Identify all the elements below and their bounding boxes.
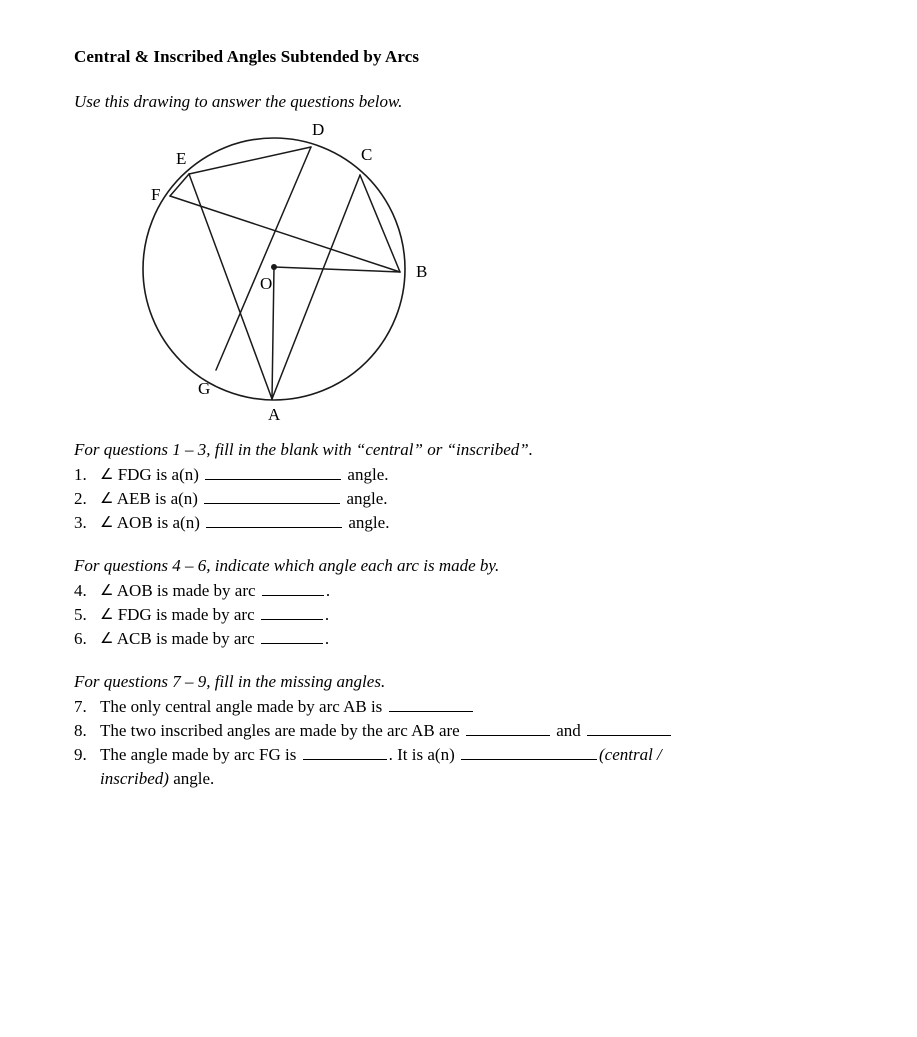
answer-blank-9a[interactable] [303,744,387,760]
answer-blank-2[interactable] [204,488,340,504]
geometry-figure [120,122,440,432]
question-number-8: 8. [74,721,87,740]
question-text-7: The only central angle made by arc AB is [100,697,387,716]
question-row-1 [74,463,533,487]
section-heading-4-6: For questions 4 – 6, indicate which angle each arc is made by. [74,556,500,575]
question-row-3 [74,511,533,535]
question-row-8 [74,719,673,743]
angle-symbol-icon: ∠ [100,581,114,599]
section-questions-1-3 [74,438,533,535]
page-title: Central & Inscribed Angles Subtended by Arcs [74,47,420,66]
question-text-3-post: angle. [344,513,390,532]
question-text-8: The two inscribed angles are made by the arc AB are [100,721,464,740]
question-number-7: 7. [74,697,87,716]
question-text-1-pre: FDG is a(n) [113,465,204,484]
answer-blank-8a[interactable] [466,720,550,736]
question-row-6 [74,627,499,651]
point-label-o: O [260,274,273,293]
point-label-d: D [312,122,325,139]
angle-symbol-icon: ∠ [100,513,114,531]
answer-blank-9b[interactable] [461,744,597,760]
point-label-c: C [361,145,373,164]
question-text-3-pre: AOB is a(n) [113,513,205,532]
question-row-5 [74,603,499,627]
question-text-8-mid: and [551,721,585,740]
angle-symbol-icon: ∠ [100,465,114,483]
question-text-6-post: . [324,629,330,648]
point-label-a: A [268,405,281,424]
question-text-5-post: . [324,605,330,624]
section-heading-1-3: For questions 1 – 3, fill in the blank with “central” or “inscribed”. [74,440,534,459]
angle-symbol-icon: ∠ [100,605,114,623]
question-text-6-pre: ACB is made by arc [113,629,259,648]
circle-diagram-svg [120,122,440,432]
question-text-9-mid: . It is a(n) [388,745,459,764]
question-number-3: 3. [74,513,87,532]
answer-blank-1[interactable] [205,464,341,480]
question-number-4: 4. [74,581,87,600]
question-row-4 [74,579,499,603]
question-text-4-post: . [325,581,331,600]
center-dot [271,264,277,270]
chord-lines [170,147,400,399]
question-number-9: 9. [74,745,87,764]
question-9-italic-tail: (central / [598,745,662,764]
section-questions-4-6 [74,554,499,651]
chord-o-a [272,267,274,399]
drawing-instruction: Use this drawing to answer the questions below. [74,92,403,111]
question-row-7 [74,695,673,719]
question-number-5: 5. [74,605,87,624]
angle-symbol-icon: ∠ [100,629,114,647]
question-row-9-continuation [74,767,673,791]
answer-blank-3[interactable] [206,512,342,528]
question-9-continuation-italic: inscribed) [100,769,169,788]
answer-blank-7[interactable] [389,696,473,712]
question-text-1-post: angle. [343,465,389,484]
point-label-e: E [176,149,187,168]
question-text-5-pre: FDG is made by arc [113,605,259,624]
angle-symbol-icon: ∠ [100,489,114,507]
question-row-9 [74,743,673,767]
chord-c-b [360,175,400,272]
chord-e-d [189,147,311,174]
question-9-continuation-tail: angle. [168,769,215,788]
chord-o-b [274,267,400,272]
point-label-b: B [416,262,428,281]
question-number-2: 2. [74,489,87,508]
question-number-6: 6. [74,629,87,648]
question-row-2 [74,487,533,511]
answer-blank-5[interactable] [261,604,323,620]
question-number-1: 1. [74,465,87,484]
section-heading-7-9: For questions 7 – 9, fill in the missing angles. [74,672,386,691]
question-text-9: The angle made by arc FG is [100,745,301,764]
answer-blank-4[interactable] [262,580,324,596]
answer-blank-6[interactable] [261,628,323,644]
answer-blank-8b[interactable] [587,720,671,736]
point-label-f: F [151,185,161,204]
point-label-g: G [198,379,211,398]
center-point-dot [271,264,277,270]
section-questions-7-9 [74,670,673,791]
question-text-2-post: angle. [342,489,388,508]
question-text-2-pre: AEB is a(n) [113,489,203,508]
question-text-4-pre: AOB is made by arc [113,581,260,600]
